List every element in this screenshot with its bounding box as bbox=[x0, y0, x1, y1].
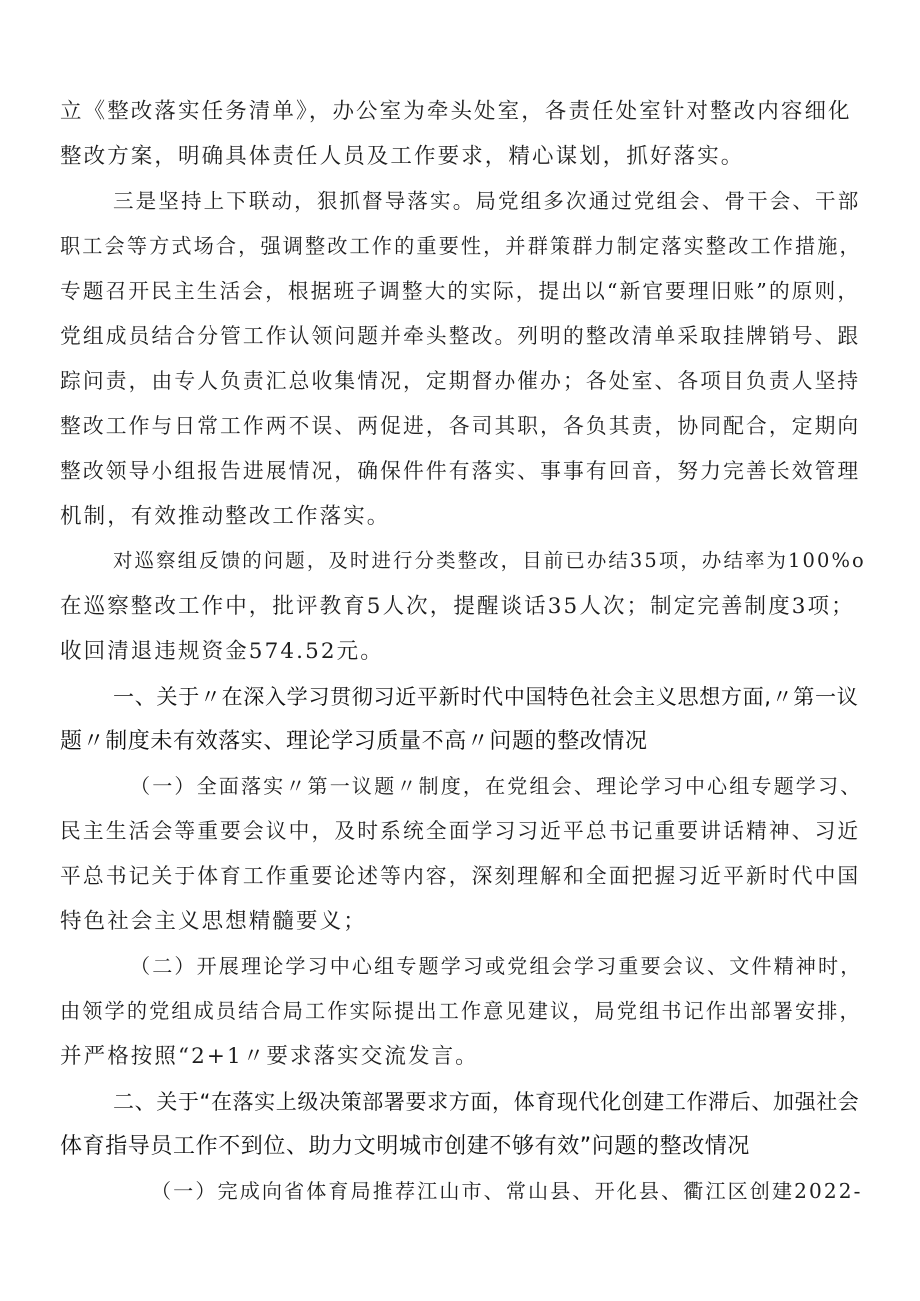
paragraph-line-measures: 职工会等方式场合，强调整改工作的重要性，并群策群力制定落实整改工作措施， bbox=[60, 234, 862, 258]
item-one-line-3: 平总书记关于体育工作重要论述等内容，深刻理解和全面把握习近平新时代中国 bbox=[60, 864, 861, 888]
item-three-line: （一）完成向省体育局推荐江山市、常山县、开化县、衢江区创建2022- bbox=[151, 1179, 863, 1203]
section-heading-two-cont: 体育指导员工作不到位、助力文明城市创建不够有效”问题的整改情况 bbox=[60, 1134, 750, 1159]
paragraph-line-accountability: 踪问责，由专人负责汇总收集情况，定期督办催办；各处室、各项目负责人坚持 bbox=[60, 369, 861, 393]
section-heading-one: 一、关于〃在深入学习贯彻习近平新时代中国特色社会主义思想方面,〃第一议 bbox=[113, 684, 859, 709]
item-one-line-4: 特色社会主义思想精髓要义； bbox=[60, 909, 367, 934]
paragraph-line-coordination: 整改工作与日常工作两不误、两促进，各司其职，各负其责，协同配合，定期向 bbox=[60, 414, 861, 438]
paragraph-line-task-list: 立《整改落实任务清单》，办公室为牵头处室，各责任处室针对整改内容细化 bbox=[60, 99, 852, 124]
item-one-line: （一）全面落实〃第一议题〃制度，在党组会、理论学习中心组专题学习、 bbox=[130, 774, 863, 798]
item-two-line-3: 并严格按照“2+1〃要求落实交流发言。 bbox=[60, 1044, 479, 1069]
paragraph-line-mechanism: 机制，有效推动整改工作落实。 bbox=[60, 504, 391, 529]
section-heading-one-cont: 题〃制度未有效落实、理论学习质量不高〃问题的整改情况 bbox=[60, 729, 648, 754]
paragraph-line-plan: 整改方案，明确具体责任人员及工作要求，精心谋划，抓好落实。 bbox=[60, 144, 745, 169]
paragraph-line-report: 整改领导小组报告进展情况，确保件件有落实、事事有回音，努力完善长效管理 bbox=[60, 459, 861, 483]
paragraph-line-linkage: 三是坚持上下联动，狠抓督导落实。局党组多次通过党组会、骨干会、干部 bbox=[113, 189, 861, 213]
paragraph-line-meeting: 专题召开民主生活会，根据班子调整大的实际，提出以“新官要理旧账”的原则， bbox=[60, 279, 861, 303]
paragraph-line-funds: 收回清退违规资金574.52元。 bbox=[60, 639, 384, 664]
item-one-line-2: 民主生活会等重要会议中，及时系统全面学习习近平总书记重要讲话精神、习近 bbox=[60, 819, 861, 843]
paragraph-line-stats: 在巡察整改工作中，批评教育5人次，提醒谈话35人次；制定完善制度3项； bbox=[60, 594, 855, 619]
paragraph-line-members: 党组成员结合分管工作认领问题并牵头整改。列明的整改清单采取挂牌销号、跟 bbox=[60, 324, 861, 348]
section-heading-two: 二、关于“在落实上级决策部署要求方面，体育现代化创建工作滞后、加强社会 bbox=[113, 1089, 860, 1114]
paragraph-line-feedback: 对巡察组反馈的问题，及时进行分类整改，目前已办结35项，办结率为100%o bbox=[113, 549, 866, 572]
item-two-line: （二）开展理论学习中心组专题学习或党组会学习重要会议、文件精神时， bbox=[130, 954, 863, 978]
item-two-line-2: 由领学的党组成员结合局工作实际提出工作意见建议，局党组书记作出部署安排， bbox=[60, 999, 862, 1023]
